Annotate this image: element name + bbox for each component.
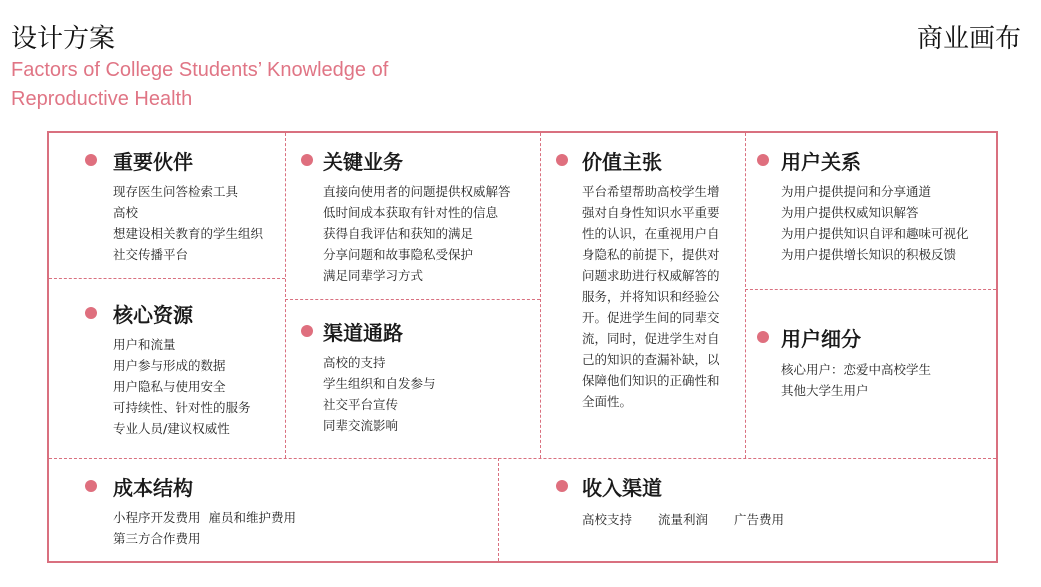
item-list xyxy=(781,181,969,265)
section-key-partners xyxy=(49,133,285,278)
section-title: 重要伙伴 xyxy=(113,150,193,174)
paragraph-line: 性的认识，在重视用户自 xyxy=(582,226,720,241)
item-list xyxy=(323,352,436,436)
bullet-dot-icon xyxy=(556,154,568,166)
section-value-proposition xyxy=(540,133,745,458)
bullet-dot-icon xyxy=(301,325,313,337)
section-customer-relationships xyxy=(745,133,996,289)
section-title: 关键业务 xyxy=(323,150,403,174)
list-item: 用户参与形成的数据 xyxy=(113,358,226,373)
paragraph-line: 平台希望帮助高校学生增 xyxy=(582,184,720,199)
paragraph-line: 流，同时，促进学生对自 xyxy=(582,331,720,346)
item-list xyxy=(323,181,511,286)
list-item: 其他大学生用户 xyxy=(781,383,869,398)
paragraph-line: 服务，并将知识和经验公 xyxy=(582,289,720,304)
list-item: 现存医生问答检索工具 xyxy=(113,184,239,199)
list-item: 小程序开发费用 雇员和维护费用 xyxy=(113,510,296,525)
list-item: 分享问题和故事隐私受保护 xyxy=(323,247,474,262)
section-title: 核心资源 xyxy=(113,303,193,327)
bullet-dot-icon xyxy=(301,154,313,166)
bullet-dot-icon xyxy=(85,154,97,166)
item-list xyxy=(781,359,931,401)
list-item: 高校支持 xyxy=(582,512,633,527)
list-item: 为用户提供知识自评和趣味可视化 xyxy=(781,226,969,241)
canvas-type-title: 商业画布 xyxy=(916,24,1021,54)
section-revenue-streams xyxy=(498,458,996,561)
section-title: 收入渠道 xyxy=(582,476,662,500)
paragraph-line: 问题求助进行权威解答的 xyxy=(582,268,720,283)
section-title: 用户细分 xyxy=(781,327,861,351)
list-item: 专业人员/建议权威性 xyxy=(113,421,230,436)
list-item: 为用户提供提问和分享通道 xyxy=(781,184,932,199)
page-title: 设计方案 xyxy=(11,24,116,54)
list-item: 低时间成本获取有针对性的信息 xyxy=(323,205,499,220)
section-key-resources xyxy=(49,278,285,458)
paragraph-line: 全面性。 xyxy=(582,394,633,409)
list-item: 高校 xyxy=(113,205,139,220)
list-item: 第三方合作费用 xyxy=(113,531,201,546)
list-item: 广告费用 xyxy=(734,512,785,527)
list-item: 用户隐私与使用安全 xyxy=(113,379,226,394)
bullet-dot-icon xyxy=(757,154,769,166)
list-item: 同辈交流影响 xyxy=(323,418,399,433)
item-list xyxy=(113,507,296,549)
list-item: 核心用户：恋爱中高校学生 xyxy=(781,362,932,377)
list-item: 为用户提供权威知识解答 xyxy=(781,205,919,220)
section-customer-segments xyxy=(745,289,996,458)
section-title: 渠道通路 xyxy=(323,321,403,345)
paragraph-line: 己的知识的查漏补缺，以 xyxy=(582,352,720,367)
section-title: 成本结构 xyxy=(113,476,193,500)
paragraph-line: 强对自身性知识水平重要 xyxy=(582,205,720,220)
section-channels xyxy=(285,299,540,458)
list-item: 获得自我评估和获知的满足 xyxy=(323,226,474,241)
bullet-dot-icon xyxy=(85,480,97,492)
bullet-dot-icon xyxy=(757,331,769,343)
list-item: 想建设相关教育的学生组织 xyxy=(113,226,264,241)
business-model-canvas xyxy=(47,131,998,563)
list-item: 社交传播平台 xyxy=(113,247,189,262)
list-item: 学生组织和自发参与 xyxy=(323,376,436,391)
list-item: 直接向使用者的问题提供权威解答 xyxy=(323,184,511,199)
item-list xyxy=(113,181,263,265)
list-item: 满足同辈学习方式 xyxy=(323,268,424,283)
list-item: 流量利润 xyxy=(658,512,709,527)
paragraph-line: 开。促进学生间的同辈交 xyxy=(582,310,720,325)
page-subtitle: Factors of College Students’ Knowledge of Reproductive Health xyxy=(11,59,389,110)
list-item: 高校的支持 xyxy=(323,355,386,370)
item-list xyxy=(113,334,251,439)
paragraph-line: 保障他们知识的正确性和 xyxy=(582,373,720,388)
list-item: 用户和流量 xyxy=(113,337,176,352)
section-title: 用户关系 xyxy=(781,150,861,174)
bullet-dot-icon xyxy=(556,480,568,492)
paragraph-line: 身隐私的前提下，提供对 xyxy=(582,247,720,262)
list-item: 社交平台宣传 xyxy=(323,397,399,412)
value-paragraph xyxy=(582,181,720,412)
item-list xyxy=(582,509,806,530)
bullet-dot-icon xyxy=(85,307,97,319)
list-item: 为用户提供增长知识的积极反馈 xyxy=(781,247,957,262)
section-cost-structure xyxy=(49,458,498,561)
section-title: 价值主张 xyxy=(582,150,662,174)
list-item: 可持续性、针对性的服务 xyxy=(113,400,251,415)
section-key-activities xyxy=(285,133,540,299)
